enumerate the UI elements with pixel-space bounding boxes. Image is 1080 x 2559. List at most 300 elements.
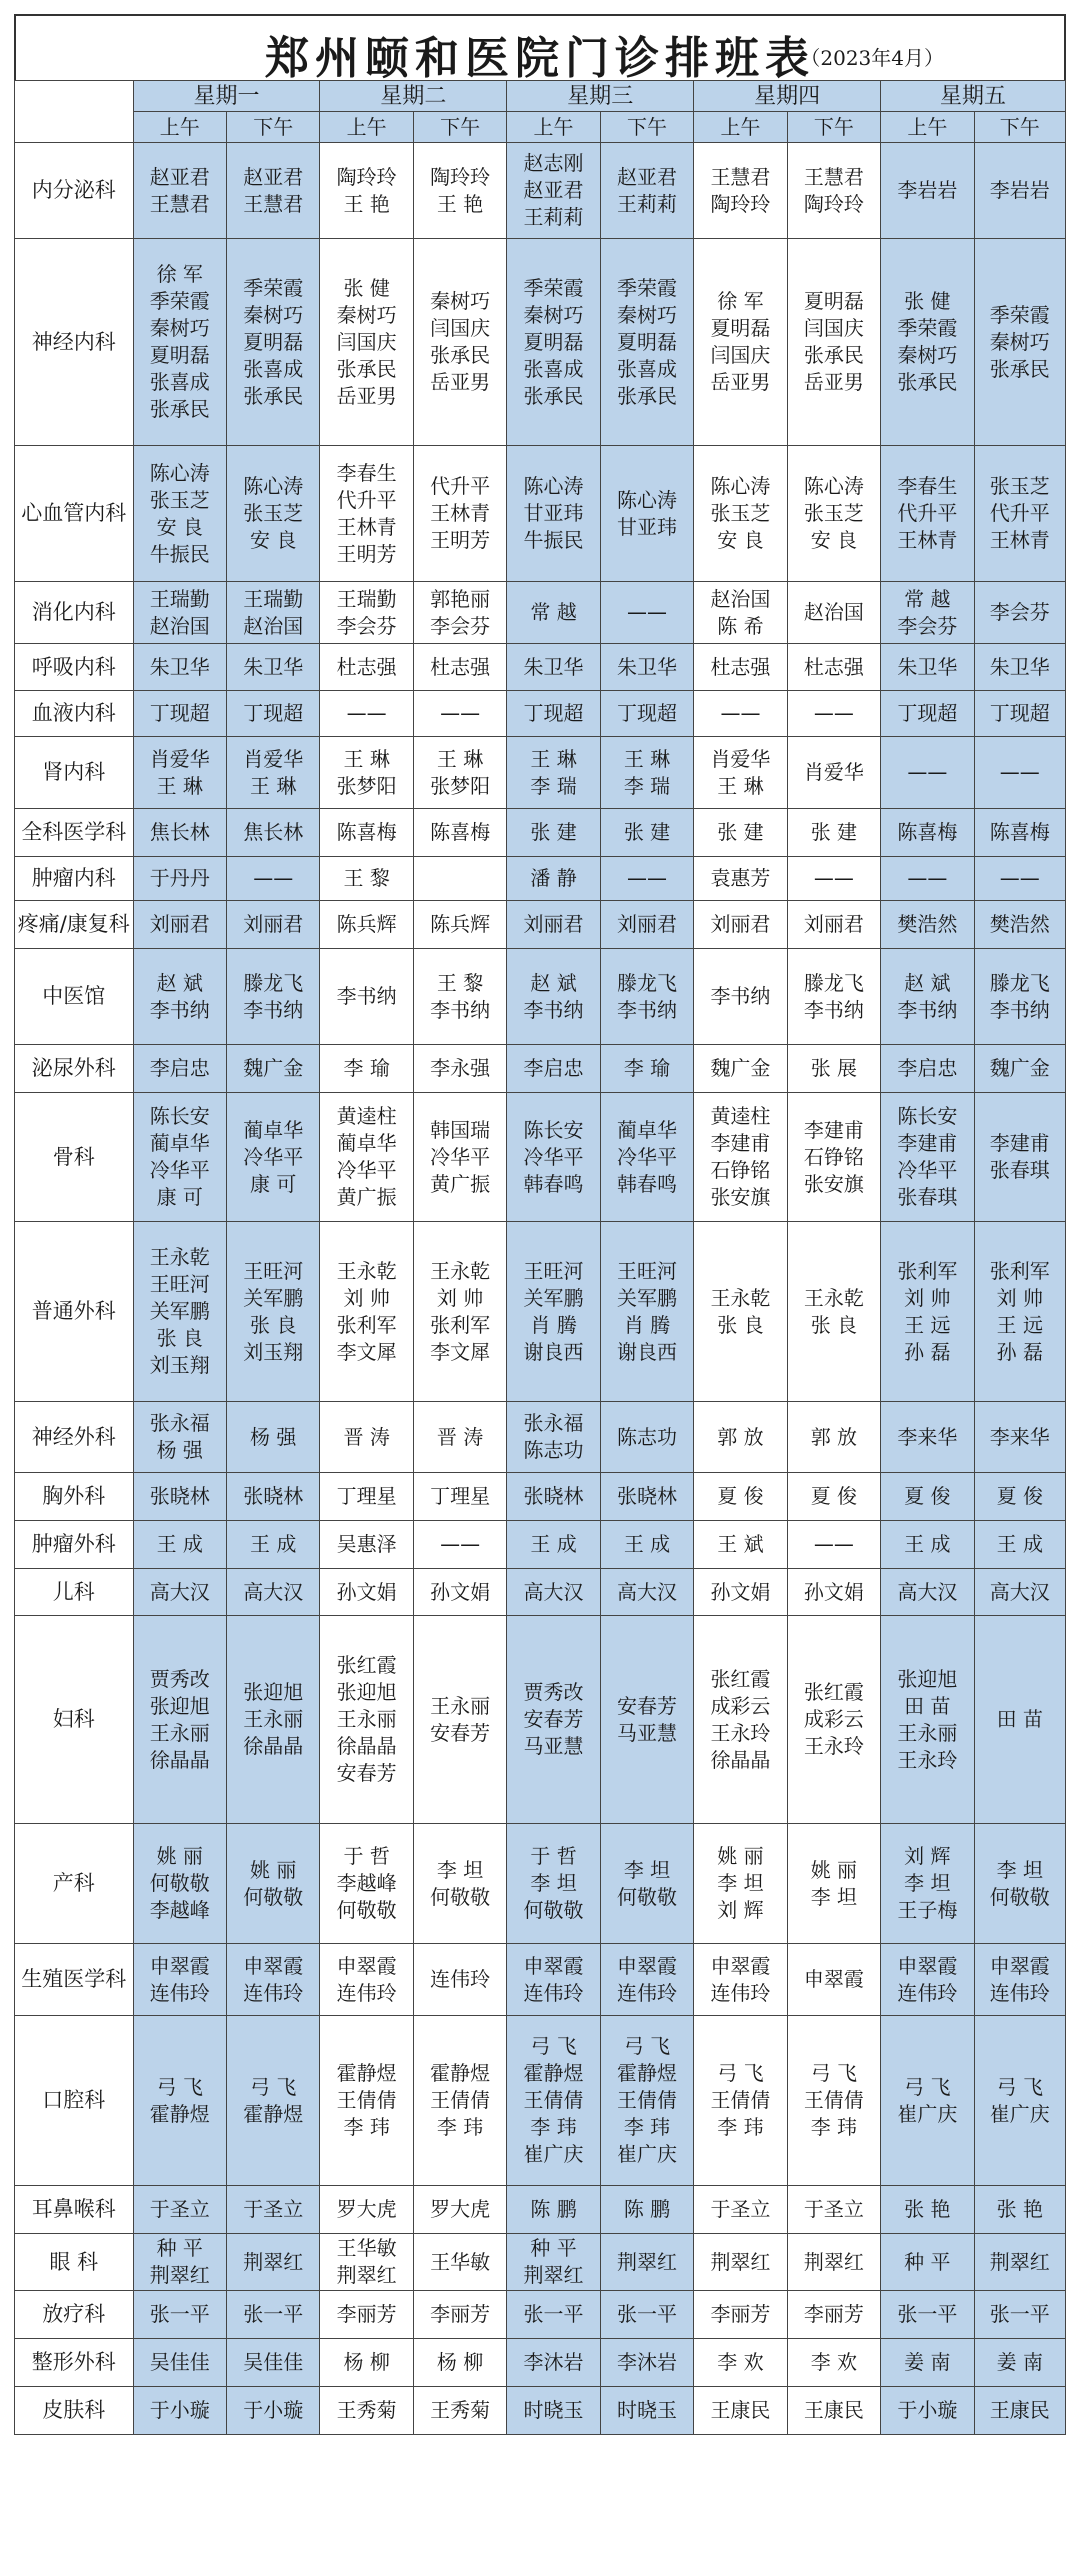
schedule-cell: —— — [881, 857, 974, 901]
staff-name: 连伟玲 — [336, 1980, 397, 2005]
staff-name: 岳亚男 — [336, 383, 397, 408]
table-row — [15, 809, 1066, 857]
schedule-cell — [507, 143, 600, 239]
half-header: 上午 — [133, 112, 226, 143]
staff-name: 季荣霞 — [523, 275, 584, 300]
staff-name: 李 玮 — [530, 2115, 577, 2139]
staff-name: 王永乾 — [149, 1245, 210, 1269]
staff-name: 徐晶晶 — [243, 1734, 304, 1758]
staff-name: 李书纳 — [430, 997, 491, 1022]
schedule-cell: 陈 鹏 — [507, 2186, 600, 2234]
schedule-cell: 张 建 — [600, 809, 693, 857]
schedule-cell: 陈兵辉 — [320, 901, 413, 949]
staff-name: 赵亚君 — [243, 164, 304, 189]
department-cell: 神经内科 — [15, 239, 134, 446]
staff-name: 张迎旭 — [336, 1680, 397, 1704]
staff-name: 王林青 — [989, 528, 1050, 552]
schedule-cell — [881, 239, 974, 446]
staff-name: 王慧君 — [803, 164, 864, 189]
schedule-cell — [507, 2234, 600, 2291]
staff-name: 成彩云 — [710, 1693, 771, 1718]
schedule-cell: —— — [226, 857, 319, 901]
staff-name: 滕龙飞 — [989, 970, 1050, 995]
staff-name: 石铮铭 — [710, 1158, 771, 1182]
schedule-cell: 王秀菊 — [413, 2387, 506, 2435]
staff-name: 季荣霞 — [897, 316, 958, 340]
staff-name: 崔广庆 — [616, 2142, 677, 2166]
schedule-cell: 张 建 — [787, 809, 880, 857]
half-header: 上午 — [694, 112, 787, 143]
staff-name: 张 良 — [810, 1312, 858, 1337]
staff-name: 秦树巧 — [430, 289, 491, 313]
schedule-cell — [320, 1944, 413, 2016]
staff-name: 陈心涛 — [149, 460, 210, 485]
schedule-cell: 高大汉 — [881, 1569, 974, 1616]
staff-name: 王旺河 — [616, 1258, 677, 1283]
staff-name: 李会芬 — [336, 613, 397, 638]
staff-name: 连伟玲 — [523, 1980, 584, 2005]
schedule-cell: 樊浩然 — [881, 901, 974, 949]
schedule-cell: 杜志强 — [694, 644, 787, 691]
staff-name: 贾秀改 — [149, 1666, 210, 1691]
staff-name: 闫国庆 — [430, 316, 491, 340]
staff-name: 张玉芝 — [803, 501, 864, 525]
day-header: 星期五 — [881, 81, 1066, 112]
staff-name: 李春生 — [336, 460, 397, 485]
schedule-cell: 王康民 — [787, 2387, 880, 2435]
schedule-cell: 张晓林 — [507, 1473, 600, 1521]
staff-name: 连伟玲 — [243, 1980, 304, 2005]
table-row — [15, 1944, 1066, 2016]
department-cell: 整形外科 — [15, 2339, 134, 2387]
staff-name: 张承民 — [803, 343, 864, 367]
staff-name: 黄逵柱 — [710, 1104, 771, 1128]
staff-name: 张玉芝 — [989, 474, 1050, 498]
staff-name: 陈长安 — [897, 1104, 958, 1128]
staff-name: 霍静煜 — [523, 2061, 584, 2085]
staff-name: 徐晶晶 — [149, 1747, 210, 1772]
staff-name: 王永乾 — [430, 1258, 491, 1283]
staff-name: 申翠霞 — [989, 1953, 1050, 1978]
half-header: 下午 — [787, 112, 880, 143]
staff-name: 张 良 — [717, 1312, 764, 1337]
staff-name: 李会芬 — [430, 613, 491, 638]
department-cell: 肿瘤外科 — [15, 1521, 134, 1569]
schedule-cell: 孙文娟 — [787, 1569, 880, 1616]
half-header: 下午 — [600, 112, 693, 143]
schedule-cell: 李 瑜 — [600, 1045, 693, 1093]
schedule-cell — [694, 737, 787, 809]
schedule-cell: 张一平 — [507, 2291, 600, 2339]
staff-name: 徐 军 — [717, 289, 764, 313]
schedule-cell — [600, 1093, 693, 1222]
schedule-cell — [226, 2016, 319, 2186]
staff-name: 李 坦 — [530, 1871, 577, 1895]
staff-name: 安 良 — [250, 528, 297, 552]
schedule-cell: 荆翠红 — [787, 2234, 880, 2291]
staff-name: 牛振民 — [523, 528, 584, 552]
staff-name: 秦树巧 — [243, 302, 304, 327]
schedule-cell — [600, 949, 693, 1045]
staff-name: 李书纳 — [243, 997, 304, 1022]
staff-name: 王永玲 — [710, 1720, 771, 1745]
schedule-cell: 荆翠红 — [226, 2234, 319, 2291]
schedule-cell — [694, 1944, 787, 2016]
schedule-cell: 王 成 — [226, 1521, 319, 1569]
schedule-cell — [600, 1222, 693, 1402]
staff-name: 安 良 — [156, 514, 203, 539]
schedule-cell — [320, 582, 413, 644]
schedule-cell — [881, 1824, 974, 1944]
staff-name: 田 苗 — [904, 1693, 951, 1718]
schedule-cell — [133, 1944, 226, 2016]
staff-name: 张梦阳 — [336, 773, 397, 798]
staff-name: 王 远 — [996, 1312, 1043, 1337]
schedule-cell: 于圣立 — [787, 2186, 880, 2234]
staff-name: 张喜成 — [523, 356, 584, 381]
staff-name: 张红霞 — [803, 1680, 864, 1704]
schedule-cell: 刘丽君 — [694, 901, 787, 949]
schedule-cell: —— — [320, 691, 413, 737]
staff-name: 连伟玲 — [897, 1980, 958, 2005]
staff-name: 王 琳 — [623, 746, 671, 771]
schedule-cell: 夏 俊 — [694, 1473, 787, 1521]
schedule-cell: 张 展 — [787, 1045, 880, 1093]
staff-name: 肖爱华 — [710, 746, 771, 771]
staff-name: 冷华平 — [897, 1158, 958, 1182]
staff-name: 弓 飞 — [156, 2074, 203, 2099]
schedule-cell: 高大汉 — [226, 1569, 319, 1616]
staff-name: 赵治国 — [710, 586, 771, 611]
schedule-cell — [133, 1824, 226, 1944]
schedule-cell — [133, 1222, 226, 1402]
schedule-cell — [133, 1616, 226, 1824]
schedule-cell — [974, 1093, 1065, 1222]
schedule-cell — [133, 446, 226, 582]
schedule-cell — [881, 1222, 974, 1402]
staff-name: 蔺卓华 — [149, 1131, 210, 1155]
staff-name: 申翠霞 — [336, 1953, 397, 1978]
corner-cell — [15, 81, 134, 143]
schedule-cell: 王康民 — [974, 2387, 1065, 2435]
staff-name: 张迎旭 — [149, 1693, 210, 1718]
staff-name: 刘 帅 — [343, 1285, 390, 1310]
staff-name: 甘亚玮 — [523, 501, 584, 525]
staff-name: 李 玮 — [436, 2115, 484, 2139]
schedule-cell: 吴佳佳 — [226, 2339, 319, 2387]
half-header: 上午 — [881, 112, 974, 143]
schedule-cell — [694, 1222, 787, 1402]
staff-name: 李书纳 — [149, 997, 210, 1022]
staff-name: 姚 丽 — [156, 1844, 203, 1868]
staff-name: 王旺河 — [149, 1272, 210, 1296]
staff-name: 肖爱华 — [149, 746, 210, 771]
schedule-cell — [974, 949, 1065, 1045]
staff-name: 陶玲玲 — [430, 164, 491, 189]
staff-name: 黄广振 — [430, 1171, 491, 1196]
staff-name: 刘 帅 — [436, 1285, 484, 1310]
staff-name: 李 坦 — [810, 1884, 858, 1909]
table-row — [15, 1569, 1066, 1616]
staff-name: 王子梅 — [897, 1898, 958, 1922]
schedule-cell — [226, 1222, 319, 1402]
staff-name: 徐晶晶 — [710, 1747, 771, 1772]
staff-name: 张利军 — [430, 1312, 491, 1337]
staff-name: 赵亚君 — [523, 178, 584, 202]
staff-name: 刘 辉 — [717, 1898, 764, 1922]
schedule-cell: 郭 放 — [787, 1402, 880, 1473]
staff-name: 王林青 — [897, 528, 958, 552]
schedule-cell — [226, 737, 319, 809]
schedule-cell: —— — [787, 857, 880, 901]
staff-name: 李越峰 — [336, 1871, 397, 1895]
schedule-cell: 常 越 — [507, 582, 600, 644]
staff-name: 赵治国 — [149, 613, 210, 638]
schedule-cell: 田 苗 — [974, 1616, 1065, 1824]
schedule-cell: 于圣立 — [133, 2186, 226, 2234]
schedule-cell — [413, 143, 506, 239]
staff-name: 王永丽 — [243, 1707, 304, 1731]
schedule-cell: —— — [600, 857, 693, 901]
staff-name: 张承民 — [616, 383, 677, 408]
staff-name: 关军鹏 — [616, 1285, 677, 1310]
schedule-cell — [600, 239, 693, 446]
schedule-cell — [133, 2016, 226, 2186]
staff-name: 何敬敬 — [430, 1884, 491, 1909]
staff-name: 季荣霞 — [243, 275, 304, 300]
staff-name: 于 哲 — [343, 1844, 390, 1868]
staff-name: 岳亚男 — [430, 370, 491, 394]
half-header: 上午 — [320, 112, 413, 143]
staff-name: 霍静煜 — [243, 2101, 304, 2126]
staff-name: 张迎旭 — [243, 1680, 304, 1704]
schedule-cell: 李会芬 — [974, 582, 1065, 644]
staff-name: 张红霞 — [710, 1666, 771, 1691]
staff-name: 王倩倩 — [803, 2088, 864, 2112]
schedule-cell — [787, 949, 880, 1045]
staff-name: 李书纳 — [989, 997, 1050, 1022]
schedule-cell: 王 黎 — [320, 857, 413, 901]
schedule-cell: 李丽芳 — [694, 2291, 787, 2339]
staff-name: 张玉芝 — [243, 501, 304, 525]
staff-name: 荆翠红 — [336, 2263, 397, 2287]
table-row — [15, 239, 1066, 446]
staff-name: 石铮铭 — [803, 1144, 864, 1169]
schedule-cell — [507, 1402, 600, 1473]
staff-name: 霍静煜 — [336, 2061, 397, 2085]
staff-name: 蔺卓华 — [243, 1117, 304, 1142]
department-cell: 口腔科 — [15, 2016, 134, 2186]
staff-name: 弓 飞 — [996, 2074, 1043, 2099]
staff-name: 张承民 — [336, 356, 397, 381]
department-cell: 中医馆 — [15, 949, 134, 1045]
staff-name: 蔺卓华 — [336, 1131, 397, 1155]
schedule-cell: 时晓玉 — [507, 2387, 600, 2435]
schedule-cell — [320, 1616, 413, 1824]
staff-name: 王 艳 — [343, 191, 390, 216]
schedule-cell: 李岩岩 — [881, 143, 974, 239]
schedule-cell: 杜志强 — [320, 644, 413, 691]
staff-name: 申翠霞 — [710, 1953, 771, 1978]
department-cell: 妇科 — [15, 1616, 134, 1824]
staff-name: 张永福 — [523, 1411, 584, 1435]
staff-name: 冷华平 — [336, 1158, 397, 1182]
staff-name: 霍静煜 — [430, 2061, 491, 2085]
staff-name: 赵亚君 — [616, 164, 677, 189]
schedule-cell — [226, 446, 319, 582]
staff-name: 王永丽 — [897, 1720, 958, 1745]
staff-name: 张承民 — [523, 383, 584, 408]
staff-name: 王莉莉 — [523, 205, 584, 229]
staff-name: 张承民 — [989, 356, 1050, 381]
staff-name: 陶玲玲 — [803, 191, 864, 216]
table-row — [15, 1045, 1066, 1093]
staff-name: 甘亚玮 — [616, 514, 677, 539]
staff-name: 李春生 — [897, 474, 958, 498]
schedule-cell — [881, 582, 974, 644]
schedule-cell: 丁现超 — [881, 691, 974, 737]
table-row — [15, 2186, 1066, 2234]
staff-name: 连伟玲 — [149, 1980, 210, 2005]
schedule-cell: 杜志强 — [413, 644, 506, 691]
staff-name: 张安旗 — [803, 1171, 864, 1196]
staff-name: 徐晶晶 — [336, 1734, 397, 1758]
staff-name: 康 可 — [250, 1171, 297, 1196]
staff-name: 王倩倩 — [616, 2088, 677, 2112]
staff-name: 杨 强 — [156, 1438, 203, 1462]
staff-name: 王倩倩 — [523, 2088, 584, 2112]
schedule-cell: 袁惠芳 — [694, 857, 787, 901]
staff-name: 刘 帅 — [904, 1285, 951, 1310]
schedule-cell — [413, 239, 506, 446]
schedule-cell — [133, 239, 226, 446]
staff-name: 王永乾 — [710, 1285, 771, 1310]
schedule-cell — [320, 239, 413, 446]
schedule-cell: 种 平 — [881, 2234, 974, 2291]
staff-name: 张玉芝 — [710, 501, 771, 525]
schedule-cell — [320, 446, 413, 582]
staff-name: 崔广庆 — [897, 2101, 958, 2126]
staff-name: 荆翠红 — [149, 2263, 210, 2287]
staff-name: 崔广庆 — [989, 2101, 1050, 2126]
schedule-wrapper — [14, 14, 1066, 2435]
schedule-cell — [413, 1824, 506, 1944]
staff-name: 闫国庆 — [336, 329, 397, 354]
schedule-cell — [694, 582, 787, 644]
schedule-cell: 张一平 — [974, 2291, 1065, 2339]
staff-name: 张红霞 — [336, 1653, 397, 1677]
schedule-cell — [413, 446, 506, 582]
schedule-cell — [226, 1944, 319, 2016]
staff-name: 李 坦 — [623, 1857, 671, 1882]
schedule-cell: 丁现超 — [974, 691, 1065, 737]
table-row — [15, 2387, 1066, 2435]
staff-name: 张喜成 — [243, 356, 304, 381]
staff-name: 弓 飞 — [904, 2074, 951, 2099]
department-cell: 胸外科 — [15, 1473, 134, 1521]
staff-name: 张 良 — [156, 1326, 203, 1350]
schedule-cell: 刘丽君 — [600, 901, 693, 949]
schedule-cell: —— — [600, 582, 693, 644]
staff-name: 代升平 — [989, 501, 1050, 525]
staff-name: 刘玉翔 — [243, 1339, 304, 1364]
half-header: 下午 — [226, 112, 319, 143]
staff-name: 安春芳 — [523, 1707, 584, 1731]
schedule-cell: 于丹丹 — [133, 857, 226, 901]
schedule-cell: 朱卫华 — [226, 644, 319, 691]
schedule-cell: 孙文娟 — [320, 1569, 413, 1616]
schedule-cell — [694, 1824, 787, 1944]
schedule-cell — [694, 143, 787, 239]
schedule-cell — [133, 1402, 226, 1473]
staff-name: 谢良西 — [616, 1339, 677, 1364]
staff-name: 王莉莉 — [616, 191, 677, 216]
table-row — [15, 446, 1066, 582]
table-row — [15, 1824, 1066, 1944]
schedule-cell: 陈 鹏 — [600, 2186, 693, 2234]
schedule-cell — [974, 2016, 1065, 2186]
schedule-cell: —— — [974, 737, 1065, 809]
schedule-cell: 朱卫华 — [881, 644, 974, 691]
staff-name: 夏明磊 — [803, 289, 864, 313]
day-header: 星期三 — [507, 81, 694, 112]
schedule-cell — [881, 1616, 974, 1824]
staff-name: 赵亚君 — [149, 164, 210, 189]
schedule-cell — [974, 239, 1065, 446]
half-header: 上午 — [507, 112, 600, 143]
table-row — [15, 1473, 1066, 1521]
staff-name: 王永玲 — [803, 1734, 864, 1758]
staff-name: 王倩倩 — [336, 2088, 397, 2112]
schedule-cell: 陈志功 — [600, 1402, 693, 1473]
staff-name: 刘 帅 — [996, 1285, 1043, 1310]
schedule-cell — [787, 446, 880, 582]
schedule-cell: 丁现超 — [600, 691, 693, 737]
staff-name: 肖 腾 — [623, 1312, 671, 1337]
table-row — [15, 1093, 1066, 1222]
schedule-cell: 李丽芳 — [320, 2291, 413, 2339]
staff-name: 王 黎 — [436, 970, 484, 995]
staff-name: 王慧君 — [243, 191, 304, 216]
staff-name: 黄广振 — [336, 1185, 397, 1209]
staff-name: 何敬敬 — [243, 1884, 304, 1909]
schedule-cell — [226, 1824, 319, 1944]
schedule-cell: 夏 俊 — [881, 1473, 974, 1521]
schedule-cell — [133, 143, 226, 239]
schedule-cell: 吴惠泽 — [320, 1521, 413, 1569]
staff-name: 王林青 — [336, 514, 397, 539]
staff-name: 安春芳 — [336, 1761, 397, 1785]
staff-name: 王永丽 — [430, 1693, 491, 1718]
staff-name: 王明芳 — [430, 528, 491, 552]
staff-name: 王 琳 — [436, 746, 484, 771]
staff-name: 孙 磊 — [904, 1339, 951, 1364]
staff-name: 张 健 — [343, 275, 390, 300]
schedule-cell: 朱卫华 — [974, 644, 1065, 691]
staff-name: 王华敏 — [336, 2236, 397, 2260]
schedule-cell: 李启忠 — [881, 1045, 974, 1093]
schedule-cell: 朱卫华 — [507, 644, 600, 691]
department-cell: 肿瘤内科 — [15, 857, 134, 901]
schedule-cell — [507, 1616, 600, 1824]
schedule-cell — [320, 2016, 413, 2186]
schedule-cell — [787, 1093, 880, 1222]
staff-name: 冷华平 — [149, 1158, 210, 1182]
staff-name: 马亚慧 — [523, 1734, 584, 1758]
schedule-cell: 杨 柳 — [413, 2339, 506, 2387]
schedule-cell: —— — [974, 857, 1065, 901]
schedule-cell: —— — [787, 1521, 880, 1569]
